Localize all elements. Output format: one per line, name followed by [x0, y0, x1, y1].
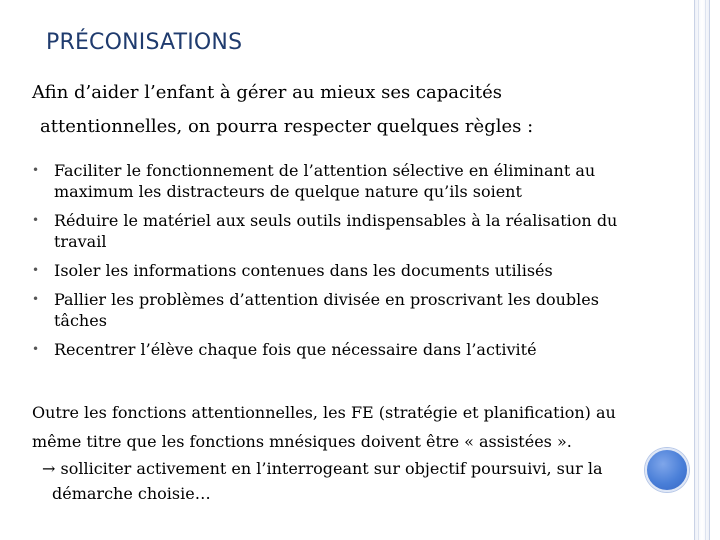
closing-paragraph	[32, 398, 652, 506]
list-item	[32, 210, 652, 252]
list-item-text: Pallier les problèmes d’attention divisée en proscrivant les doubles tâches	[54, 290, 599, 330]
list-item-text: Faciliter le fonctionnement de l’attention sélective en éliminant au maximum les distracteurs de quelque nature qu’ils soient	[54, 161, 596, 201]
decorative-side-bar	[694, 0, 710, 540]
arrow-line-1: → solliciter activement en l’interrogeant sur objectif poursuivi, sur la	[42, 459, 603, 478]
bullet-icon: •	[32, 342, 40, 356]
list-item	[32, 339, 652, 360]
decorative-side-bar-inner	[698, 0, 706, 540]
list-item-text: Réduire le matériel aux seuls outils indispensables à la réalisation du travail	[54, 211, 618, 251]
list-item-text: Isoler les informations contenues dans les documents utilisés	[54, 261, 553, 280]
intro-text	[32, 76, 632, 144]
list-item	[32, 260, 652, 281]
list-item	[32, 289, 652, 331]
arrow-line-2: démarche choisie…	[52, 484, 211, 503]
bullet-icon: •	[32, 213, 40, 227]
bullet-icon: •	[32, 292, 40, 306]
intro-line-2: attentionnelles, on pourra respecter quelques règles :	[40, 116, 534, 137]
bullet-icon: •	[32, 263, 40, 277]
intro-line-1: Afin d’aider l’enfant à gérer au mieux ses capacités	[32, 82, 502, 103]
list-item	[32, 160, 652, 202]
slide-title: PRÉCONISATIONS	[46, 30, 243, 55]
closing-line-2: même titre que les fonctions mnésiques doivent être « assistées ».	[32, 432, 572, 451]
bullet-icon: •	[32, 163, 40, 177]
closing-line-1: Outre les fonctions attentionnelles, les FE (stratégie et planification) au	[32, 403, 616, 422]
recommendation-list	[32, 160, 652, 368]
list-item-text: Recentrer l’élève chaque fois que nécessaire dans l’activité	[54, 340, 537, 359]
